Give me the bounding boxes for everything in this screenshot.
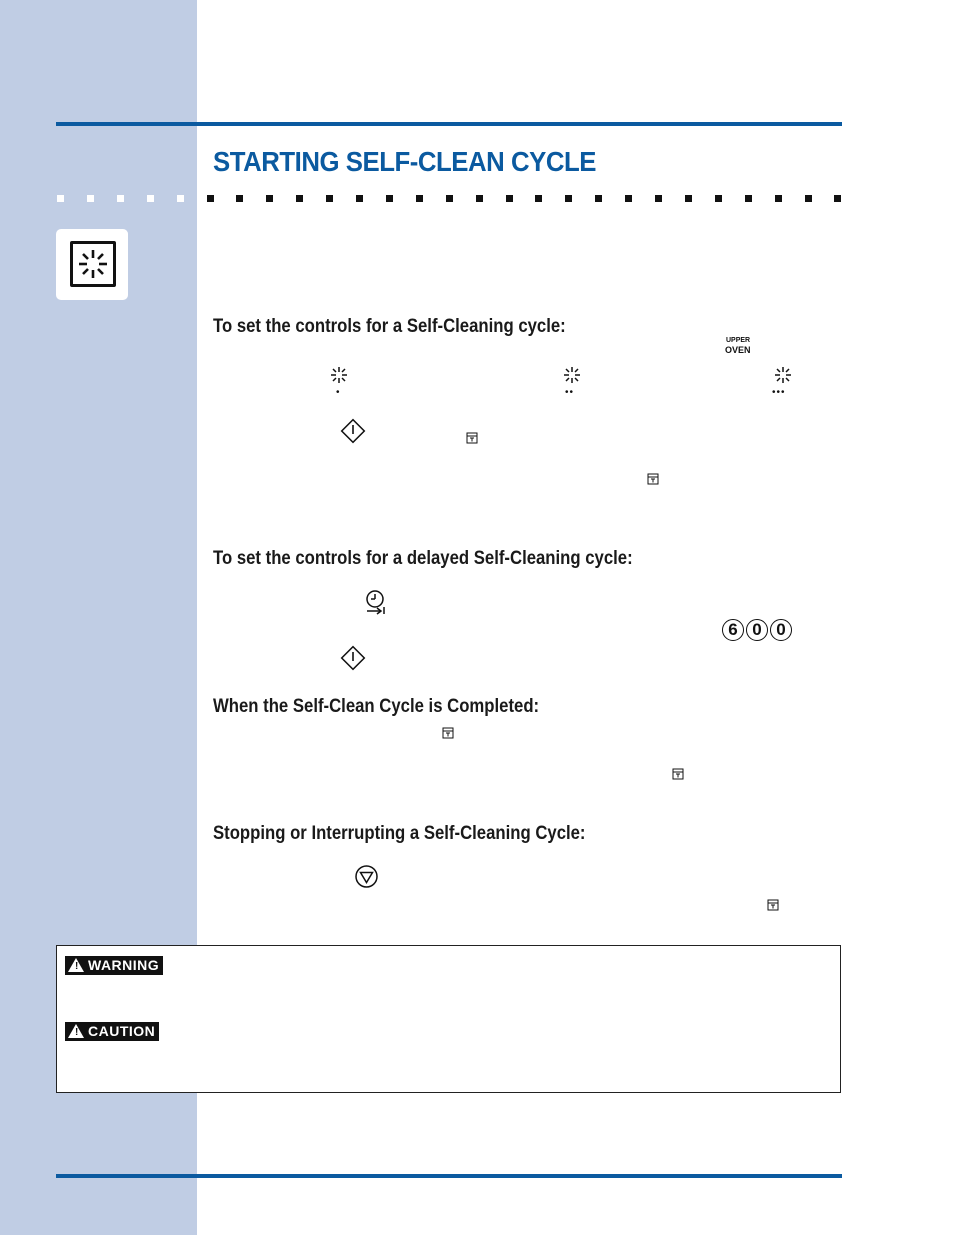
- divider-dot: [655, 195, 662, 202]
- divider-dot: [356, 195, 363, 202]
- warning-label: WARNING: [88, 957, 160, 973]
- divider-dot: [266, 195, 273, 202]
- divider-dot: [117, 195, 124, 202]
- digit-key: 0: [746, 619, 768, 641]
- door-lock-icon: [767, 898, 779, 916]
- divider-dot: [775, 195, 782, 202]
- caution-label: CAUTION: [88, 1023, 156, 1039]
- delay-time-digits: [722, 619, 794, 641]
- divider-dot: [476, 195, 483, 202]
- upper-oven-label-line1: UPPER: [726, 337, 751, 344]
- divider-dot: [625, 195, 632, 202]
- bottom-rule: [56, 1174, 842, 1178]
- divider-dot: [595, 195, 602, 202]
- divider-dot: [386, 195, 393, 202]
- divider-dot: [236, 195, 243, 202]
- divider-dot: [685, 195, 692, 202]
- divider-dot: [416, 195, 423, 202]
- warning-badge: ! WARNING: [65, 956, 163, 975]
- digit-key: 0: [770, 619, 792, 641]
- section-heading-completed: When the Self-Clean Cycle is Completed:: [213, 696, 540, 717]
- page-title: STARTING SELF-CLEAN CYCLE: [213, 146, 597, 177]
- divider-dot: [207, 195, 214, 202]
- clean-level-2-dots: ••: [565, 387, 575, 398]
- self-clean-icon: [70, 241, 116, 287]
- divider-dot: [506, 195, 513, 202]
- divider-dot: [834, 195, 841, 202]
- divider-dot: [177, 195, 184, 202]
- door-lock-icon: [672, 767, 684, 785]
- stop-icon: [354, 864, 379, 894]
- digit-key: 6: [722, 619, 744, 641]
- divider-dot: [87, 195, 94, 202]
- section-heading-stopping: Stopping or Interrupting a Self-Cleaning Cycle:: [213, 823, 586, 844]
- divider-dot: [535, 195, 542, 202]
- divider-dot: [715, 195, 722, 202]
- self-clean-feature-icon-box: [56, 229, 128, 300]
- divider-dot: [565, 195, 572, 202]
- top-rule: [56, 122, 842, 126]
- divider-dot: [446, 195, 453, 202]
- delay-start-icon: [364, 589, 388, 620]
- caution-badge: ! CAUTION: [65, 1022, 159, 1041]
- door-lock-icon: [466, 431, 478, 449]
- clean-level-3-dots: •••: [772, 387, 786, 398]
- section-heading-set-controls: To set the controls for a Self-Cleaning cycle:: [213, 316, 566, 337]
- divider-dot: [147, 195, 154, 202]
- divider-dot: [326, 195, 333, 202]
- section-heading-delayed: To set the controls for a delayed Self-Cleaning cycle:: [213, 548, 633, 569]
- start-icon: [340, 645, 366, 676]
- divider-dot: [296, 195, 303, 202]
- clean-level-1-dots: •: [336, 387, 341, 398]
- start-icon: [340, 418, 366, 449]
- door-lock-icon: [442, 726, 454, 744]
- divider-dot: [745, 195, 752, 202]
- safety-alert-box: [56, 945, 841, 1093]
- upper-oven-label-line2: OVEN: [725, 345, 751, 355]
- door-lock-icon: [647, 472, 659, 490]
- divider-dot: [805, 195, 812, 202]
- divider-dot: [57, 195, 64, 202]
